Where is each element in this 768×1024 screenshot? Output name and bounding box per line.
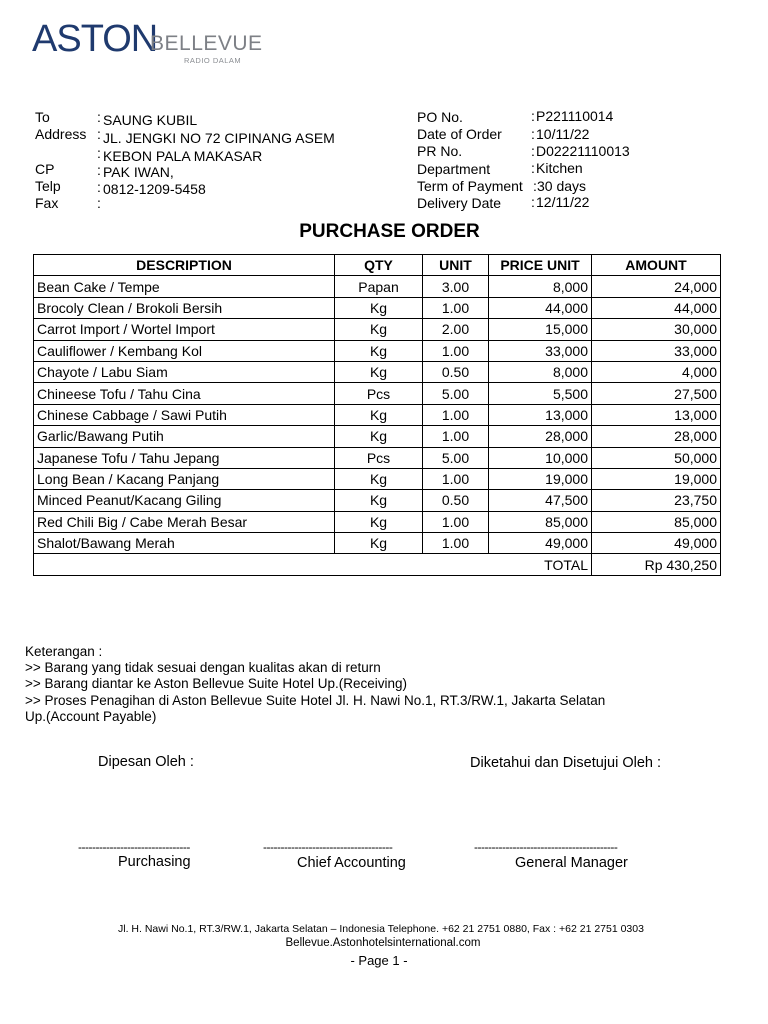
department-label: Department — [417, 161, 491, 177]
pr-label: PR No. — [417, 143, 463, 159]
cell-description: Chineese Tofu / Tahu Cina — [34, 383, 335, 404]
header-description: DESCRIPTION — [34, 255, 335, 276]
cell-qty: Kg — [335, 297, 423, 318]
table-row — [34, 319, 721, 340]
total-row — [34, 554, 721, 575]
cell-unit: 0.50 — [423, 361, 489, 382]
colon: : — [97, 195, 101, 211]
chief-accounting-label: Chief Accounting — [297, 855, 406, 871]
signature-line-general-manager: ----------------------------------------- — [474, 840, 618, 854]
cell-amount: 85,000 — [592, 511, 721, 532]
cell-price: 49,000 — [489, 533, 592, 554]
colon: : — [531, 108, 535, 124]
table-row — [34, 297, 721, 318]
hotel-logo — [32, 18, 264, 70]
notes-line: >> Proses Penagihan di Aston Bellevue Suite Hotel Jl. H. Nawi No.1, RT.3/RW.1, Jakarta Selatan — [25, 692, 606, 708]
department-value: Kitchen — [536, 160, 583, 176]
notes-line: >> Barang yang tidak sesuai dengan kualitas akan di return — [25, 660, 381, 676]
cell-qty: Kg — [335, 404, 423, 425]
cell-description: Carrot Import / Wortel Import — [34, 319, 335, 340]
cell-unit: 0.50 — [423, 490, 489, 511]
cell-price: 5,500 — [489, 383, 592, 404]
colon: : — [533, 178, 537, 194]
term-value: 30 days — [537, 178, 587, 194]
cell-description: Chinese Cabbage / Sawi Putih — [34, 404, 335, 425]
table-row — [34, 276, 721, 297]
total-label: TOTAL — [34, 554, 592, 575]
colon: : — [97, 126, 101, 142]
colon: : — [97, 109, 101, 125]
colon: : — [97, 145, 101, 161]
po-label: PO No. — [417, 109, 463, 125]
page-number: - Page 1 - — [350, 953, 408, 968]
cell-qty: Kg — [335, 490, 423, 511]
date-value: 10/11/22 — [536, 126, 590, 142]
cell-unit: 2.00 — [423, 319, 489, 340]
cell-price: 33,000 — [489, 340, 592, 361]
term-label: Term of Payment — [417, 178, 523, 194]
cell-unit: 3.00 — [423, 276, 489, 297]
cell-price: 15,000 — [489, 319, 592, 340]
cell-price: 44,000 — [489, 297, 592, 318]
cell-price: 10,000 — [489, 447, 592, 468]
purchase-order-table — [33, 254, 721, 576]
cell-unit: 1.00 — [423, 426, 489, 447]
table-header-row — [34, 255, 721, 276]
cp-label: CP — [35, 161, 55, 177]
logo-main-text: ASTON — [32, 18, 158, 60]
cell-qty: Kg — [335, 361, 423, 382]
notes-line: Up.(Account Payable) — [25, 708, 157, 724]
signature-line-chief-accounting: ------------------------------------- — [263, 840, 393, 854]
cell-unit: 5.00 — [423, 383, 489, 404]
colon: : — [531, 160, 535, 176]
cell-unit: 1.00 — [423, 511, 489, 532]
cell-amount: 33,000 — [592, 340, 721, 361]
to-value: SAUNG KUBIL — [103, 112, 198, 128]
colon: : — [531, 194, 535, 210]
delivery-value: 12/11/22 — [536, 194, 590, 210]
cell-description: Shalot/Bawang Merah — [34, 533, 335, 554]
table-row — [34, 340, 721, 361]
to-label: To — [35, 109, 50, 125]
po-value: P221110014 — [536, 108, 614, 124]
cell-description: Brocoly Clean / Brokoli Bersih — [34, 297, 335, 318]
signature-line-purchasing: -------------------------------- — [78, 840, 190, 854]
cell-description: Japanese Tofu / Tahu Jepang — [34, 447, 335, 468]
table-row — [34, 490, 721, 511]
delivery-label: Delivery Date — [417, 195, 502, 211]
header-qty: QTY — [335, 255, 423, 276]
cell-qty: Kg — [335, 533, 423, 554]
cell-amount: 30,000 — [592, 319, 721, 340]
purchasing-label: Purchasing — [118, 854, 191, 870]
date-label: Date of Order — [417, 126, 502, 142]
cell-amount: 13,000 — [592, 404, 721, 425]
colon: : — [97, 179, 101, 195]
cell-price: 85,000 — [489, 511, 592, 532]
cell-qty: Pcs — [335, 383, 423, 404]
total-value: Rp 430,250 — [592, 554, 721, 575]
cell-description: Chayote / Labu Siam — [34, 361, 335, 382]
cell-qty: Pcs — [335, 447, 423, 468]
cell-amount: 28,000 — [592, 426, 721, 447]
notes-heading: Keterangan : — [25, 644, 103, 659]
cell-qty: Kg — [335, 426, 423, 447]
cell-price: 47,500 — [489, 490, 592, 511]
cell-unit: 1.00 — [423, 340, 489, 361]
colon: : — [97, 162, 101, 178]
cell-price: 19,000 — [489, 468, 592, 489]
footer-website: Bellevue.Astonhotelsinternational.com — [285, 937, 481, 949]
cell-amount: 50,000 — [592, 447, 721, 468]
address-line2: KEBON PALA MAKASAR — [103, 148, 263, 164]
cell-qty: Kg — [335, 340, 423, 361]
cell-unit: 5.00 — [423, 447, 489, 468]
footer-address: Jl. H. Nawi No.1, RT.3/RW.1, Jakarta Selatan – Indonesia Telephone. +62 21 2751 0880, Fax : +62 21 2751 0303 — [118, 923, 644, 935]
cell-unit: 1.00 — [423, 404, 489, 425]
approved-by-label: Diketahui dan Disetujui Oleh : — [470, 755, 662, 771]
logo-tag-text: RADIO DALAM — [184, 56, 242, 65]
notes-line: >> Barang diantar ke Aston Bellevue Suite Hotel Up.(Receiving) — [25, 676, 407, 692]
table-row — [34, 468, 721, 489]
cell-description: Garlic/Bawang Putih — [34, 426, 335, 447]
address-label: Address — [35, 126, 87, 142]
ordered-by-label: Dipesan Oleh : — [98, 754, 194, 770]
table-row — [34, 447, 721, 468]
cell-amount: 4,000 — [592, 361, 721, 382]
cell-price: 8,000 — [489, 361, 592, 382]
colon: : — [531, 126, 535, 142]
table-row — [34, 383, 721, 404]
cell-qty: Kg — [335, 468, 423, 489]
table-row — [34, 404, 721, 425]
cell-qty: Papan — [335, 276, 423, 297]
cell-amount: 49,000 — [592, 533, 721, 554]
telp-value: 0812-1209-5458 — [103, 181, 206, 197]
cell-amount: 19,000 — [592, 468, 721, 489]
cell-amount: 23,750 — [592, 490, 721, 511]
general-manager-label: General Manager — [515, 855, 628, 871]
header-unit: UNIT — [423, 255, 489, 276]
fax-label: Fax — [35, 195, 59, 211]
table-row — [34, 533, 721, 554]
cell-description: Cauliflower / Kembang Kol — [34, 340, 335, 361]
colon: : — [531, 143, 535, 159]
notes-block — [25, 644, 605, 725]
cell-price: 13,000 — [489, 404, 592, 425]
cell-unit: 1.00 — [423, 533, 489, 554]
cell-qty: Kg — [335, 319, 423, 340]
cell-amount: 24,000 — [592, 276, 721, 297]
cp-value: PAK IWAN, — [103, 164, 174, 180]
cell-description: Minced Peanut/Kacang Giling — [34, 490, 335, 511]
cell-price: 28,000 — [489, 426, 592, 447]
cell-description: Bean Cake / Tempe — [34, 276, 335, 297]
cell-amount: 27,500 — [592, 383, 721, 404]
pr-value: D02221110013 — [536, 143, 630, 159]
logo-sub-text: BELLEVUE — [150, 32, 263, 55]
table-row — [34, 361, 721, 382]
cell-description: Red Chili Big / Cabe Merah Besar — [34, 511, 335, 532]
cell-qty: Kg — [335, 511, 423, 532]
cell-unit: 1.00 — [423, 297, 489, 318]
table-row — [34, 426, 721, 447]
cell-description: Long Bean / Kacang Panjang — [34, 468, 335, 489]
table-row — [34, 511, 721, 532]
address-line1: JL. JENGKI NO 72 CIPINANG ASEM — [103, 130, 335, 146]
cell-price: 8,000 — [489, 276, 592, 297]
header-price-unit: PRICE UNIT — [489, 255, 592, 276]
cell-unit: 1.00 — [423, 468, 489, 489]
document-title: PURCHASE ORDER — [299, 221, 480, 242]
telp-label: Telp — [35, 178, 61, 194]
header-amount: AMOUNT — [592, 255, 721, 276]
cell-amount: 44,000 — [592, 297, 721, 318]
